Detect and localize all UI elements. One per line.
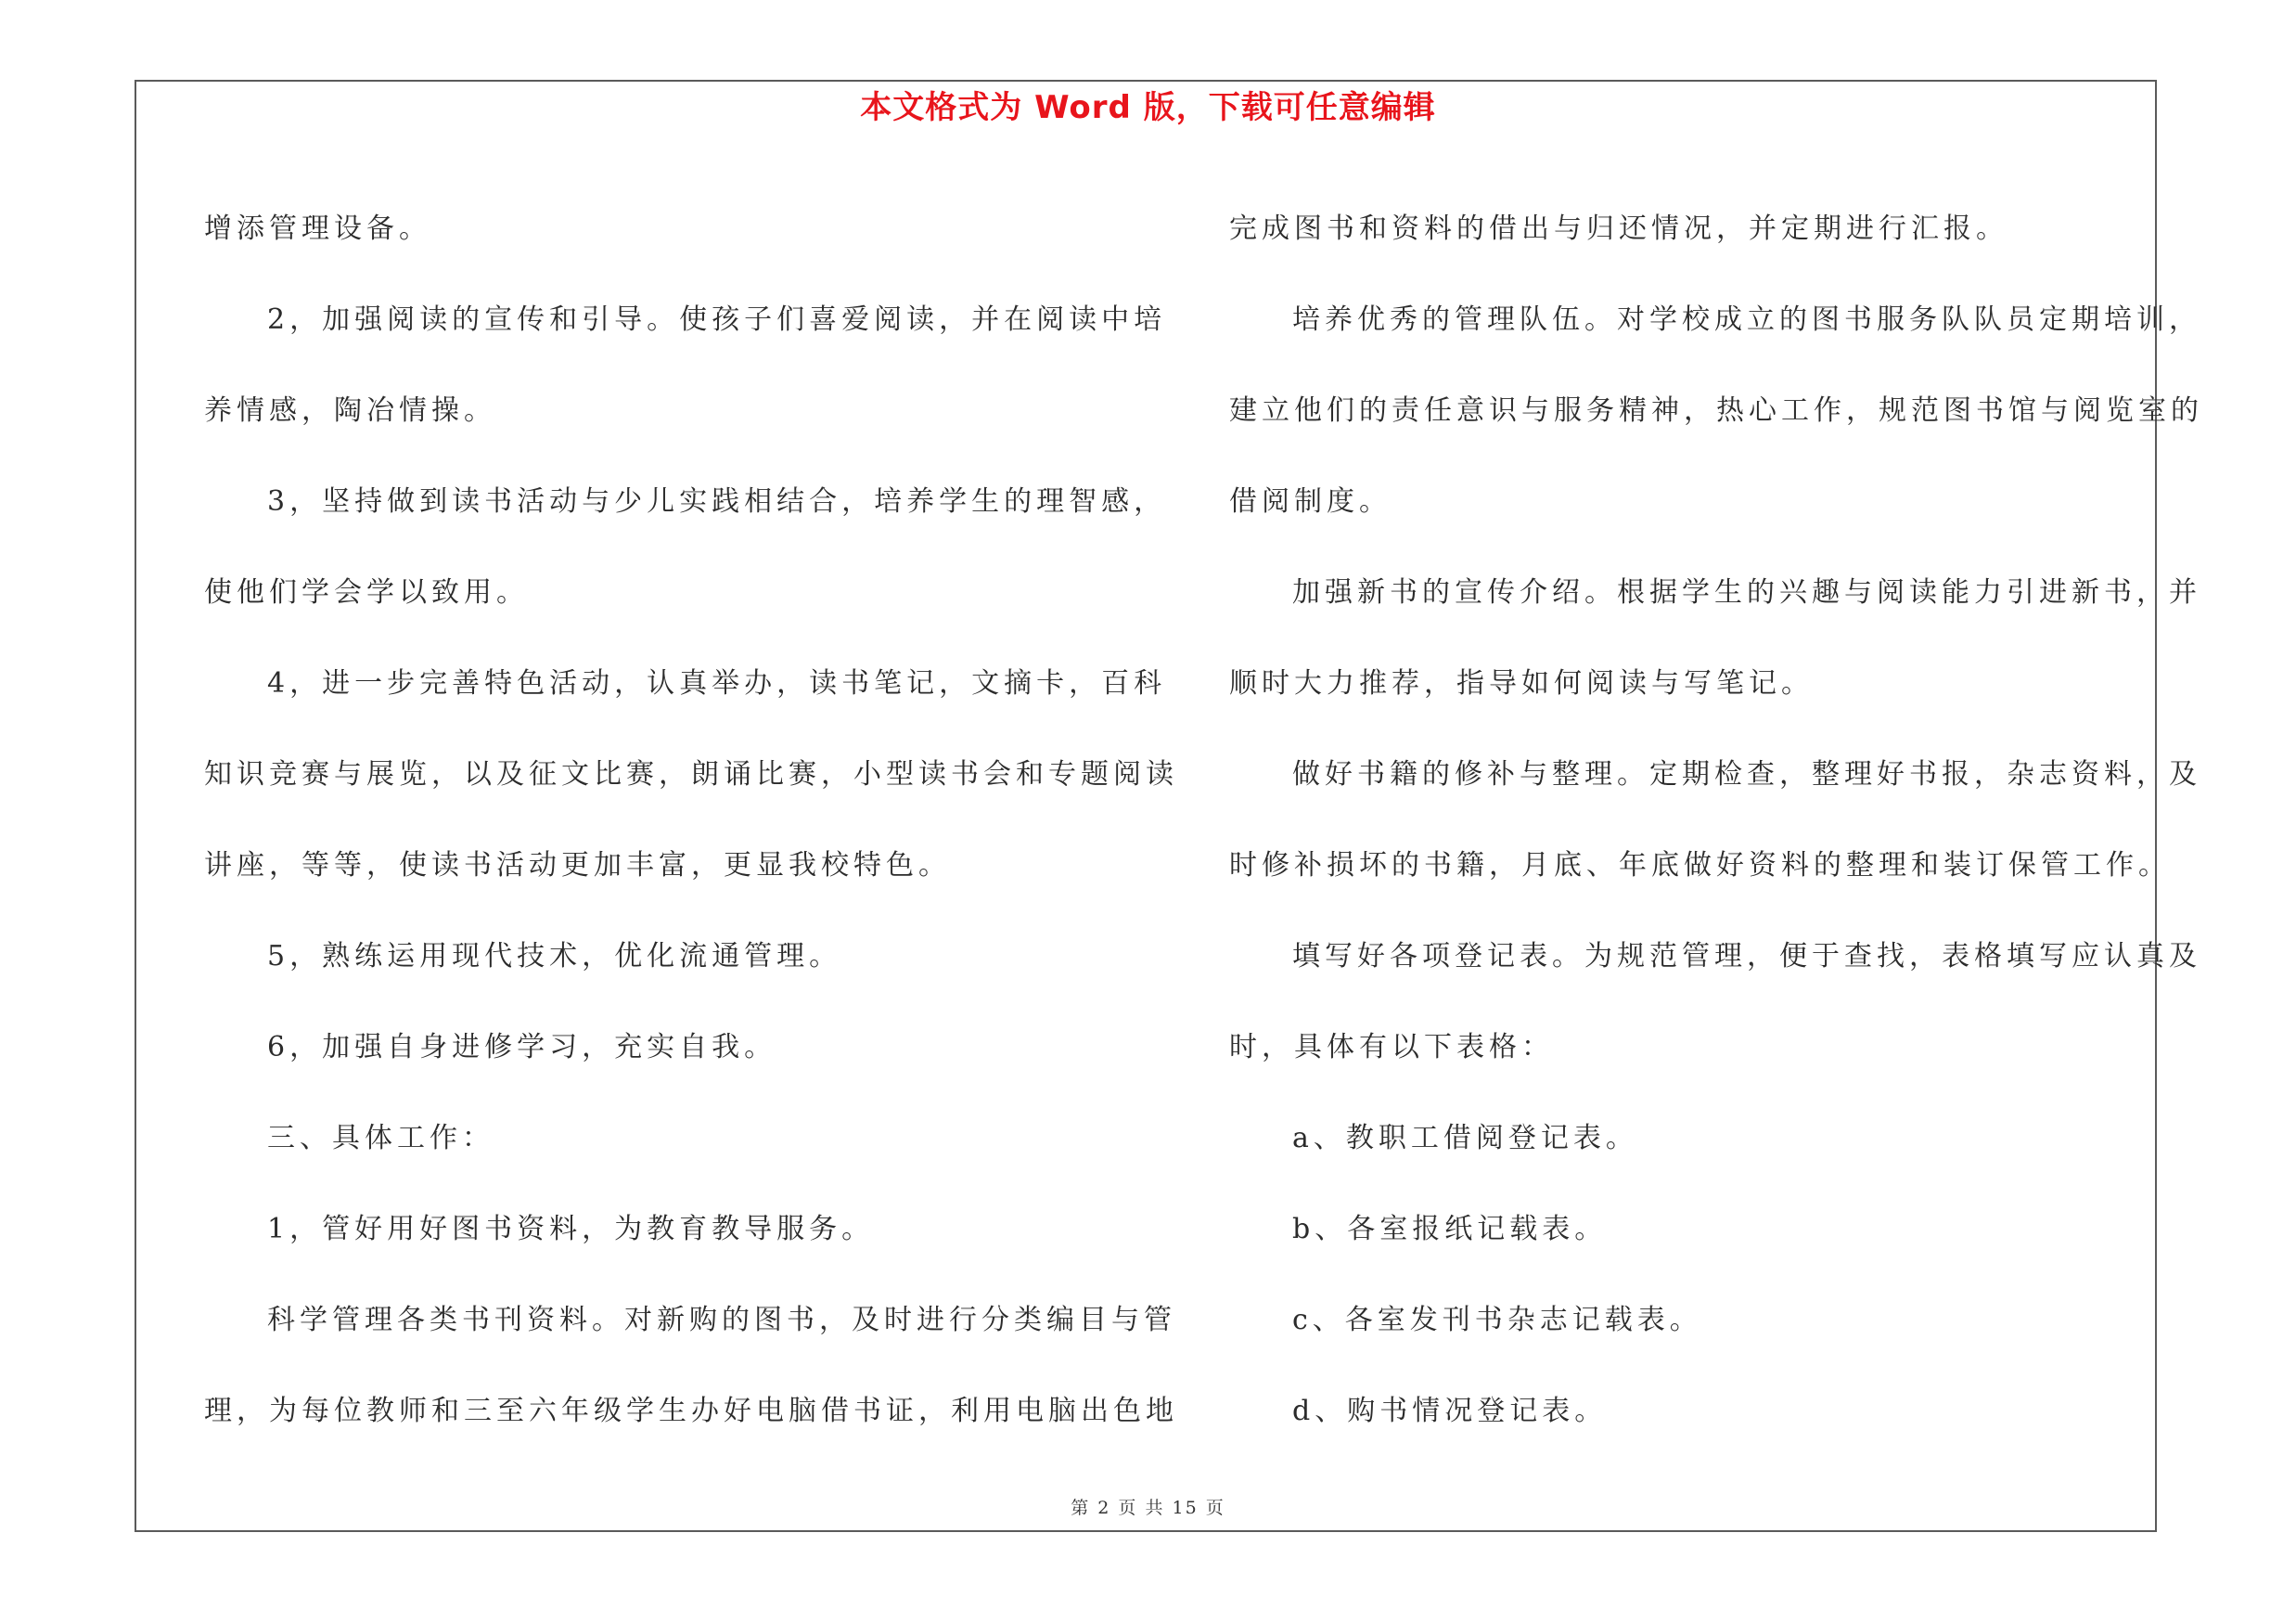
- paragraph-line: 加强新书的宣传介绍。根据学生的兴趣与阅读能力引进新书，并: [1292, 576, 2201, 609]
- paragraph-line: 科学管理各类书刊资料。对新购的图书，及时进行分类编目与管: [267, 1304, 1176, 1336]
- paragraph-line: 做好书籍的修补与整理。定期检查，整理好书报，杂志资料，及: [1292, 758, 2201, 791]
- left-text-column: [204, 184, 1178, 1457]
- paragraph-line: 1，管好用好图书资料，为教育教导服务。: [267, 1213, 875, 1245]
- paragraph-line: 5，熟练运用现代技术，优化流通管理。: [267, 940, 842, 973]
- paragraph-line: b、各室报纸记载表。: [1292, 1213, 1608, 1245]
- paragraph-line: 增添管理设备。: [204, 213, 431, 245]
- paragraph-line: 6，加强自身进修学习，充实自我。: [267, 1031, 777, 1063]
- paragraph-line: 3，坚持做到读书活动与少儿实践相结合，培养学生的理智感，: [267, 485, 1167, 518]
- page-number-footer: 第 2 页 共 15 页: [1071, 1498, 1225, 1518]
- paragraph-line: 时修补损坏的书籍，月底、年底做好资料的整理和装订保管工作。: [1229, 849, 2171, 882]
- paragraph-line: 培养优秀的管理队伍。对学校成立的图书服务队队员定期培训，: [1292, 303, 2201, 336]
- paragraph-line: 4，进一步完善特色活动，认真举办，读书笔记，文摘卡，百科: [267, 667, 1167, 700]
- paragraph-line: 建立他们的责任意识与服务精神，热心工作，规范图书馆与阅览室的: [1229, 394, 2203, 427]
- paragraph-line: 时，具体有以下表格：: [1229, 1031, 1554, 1063]
- paragraph-line: 顺时大力推荐，指导如何阅读与写笔记。: [1229, 667, 1814, 700]
- paragraph-line: 使他们学会学以致用。: [204, 576, 529, 609]
- paragraph-line: 理，为每位教师和三至六年级学生办好电脑借书证，利用电脑出色地: [204, 1395, 1178, 1427]
- paragraph-line: 三、具体工作：: [267, 1122, 494, 1154]
- paragraph-line: 2，加强阅读的宣传和引导。使孩子们喜爱阅读，并在阅读中培: [267, 303, 1167, 336]
- paragraph-line: d、购书情况登记表。: [1292, 1395, 1608, 1427]
- paragraph-line: a、教职工借阅登记表。: [1292, 1122, 1638, 1154]
- paragraph-line: 养情感，陶冶情操。: [204, 394, 496, 427]
- paragraph-line: 讲座，等等，使读书活动更加丰富，更显我校特色。: [204, 849, 951, 882]
- paragraph-line: 知识竞赛与展览，以及征文比赛，朗诵比赛，小型读书会和专题阅读: [204, 758, 1178, 791]
- paragraph-line: c、各室发刊书杂志记载表。: [1292, 1304, 1702, 1336]
- right-text-column: [1229, 184, 2203, 1457]
- paragraph-line: 完成图书和资料的借出与归还情况，并定期进行汇报。: [1229, 213, 2008, 245]
- paragraph-line: 填写好各项登记表。为规范管理，便于查找，表格填写应认真及: [1292, 940, 2201, 973]
- format-notice-banner: 本文格式为 Word 版，下载可任意编辑: [860, 89, 1436, 126]
- paragraph-line: 借阅制度。: [1229, 485, 1392, 518]
